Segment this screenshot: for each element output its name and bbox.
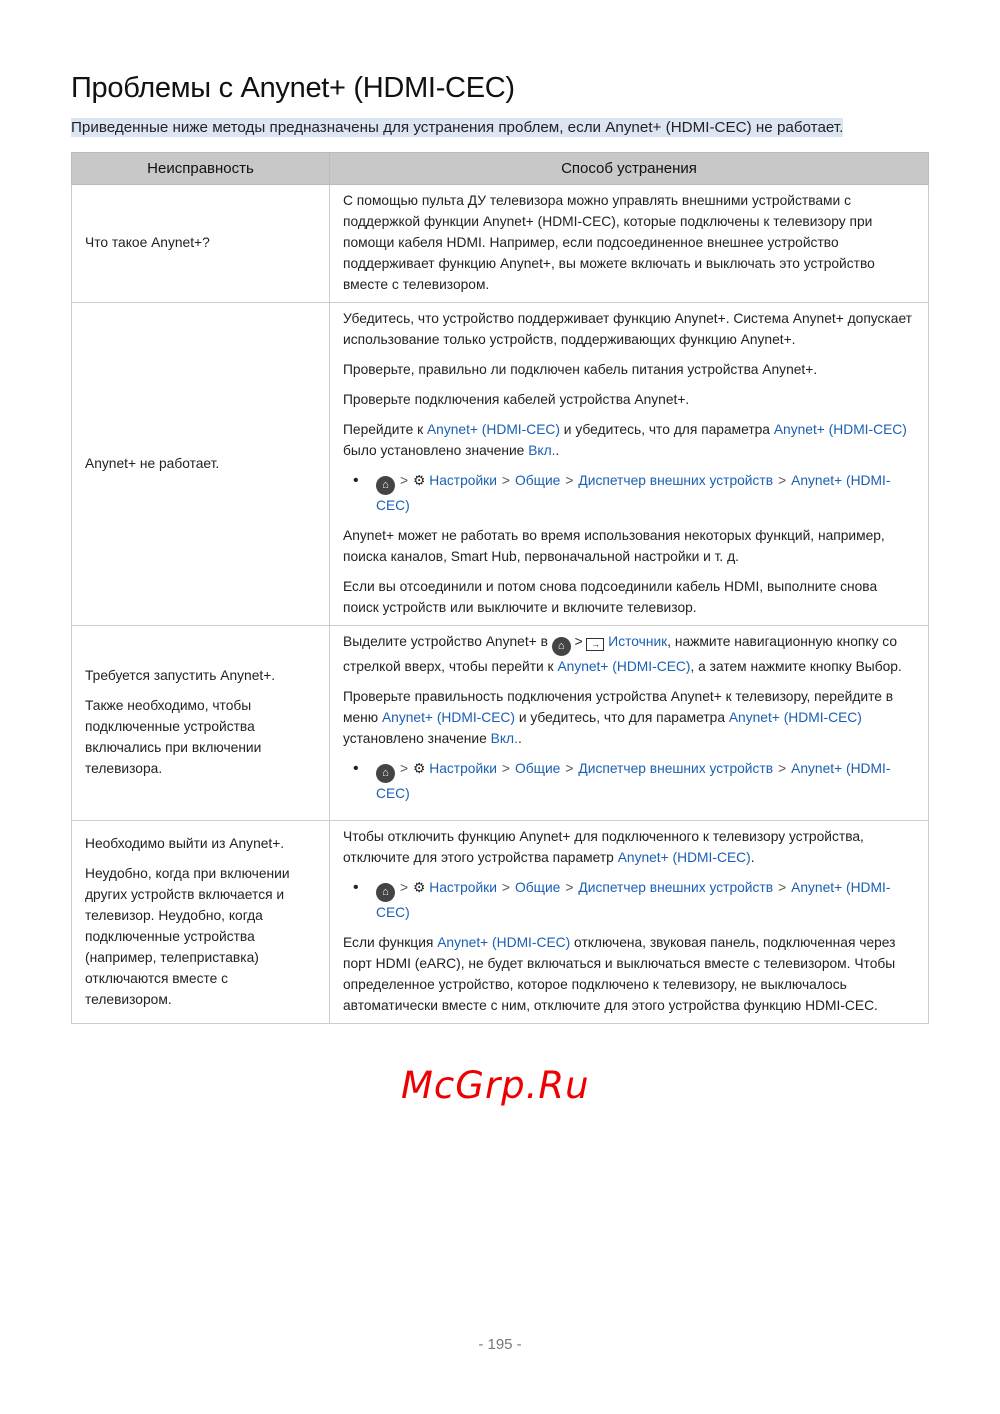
chevron-right-icon: >: [565, 473, 574, 488]
watermark: McGrp.Ru: [401, 1064, 590, 1107]
text-segment: и убедитесь, что для параметра: [514, 710, 729, 725]
menu-link[interactable]: Anynet+ (HDMI-CEC): [426, 422, 560, 437]
text-segment: Проверьте правильность подключения устройства Anynet+ к телевизору, перейдите в меню: [343, 689, 894, 725]
text-segment: .: [555, 443, 560, 458]
chevron-right-icon: >: [565, 761, 574, 776]
chevron-right-icon: >: [501, 761, 510, 776]
menu-link[interactable]: Источник: [604, 634, 668, 649]
solution-cell: [330, 303, 929, 626]
solution-paragraph: [343, 525, 915, 567]
intro-text: Приведенные ниже методы предназначены для устранения проблем, если Anynet+ (HDMI-CEC) не работает.: [71, 119, 844, 136]
path-link[interactable]: Диспетчер внешних устройств: [578, 880, 774, 895]
home-icon: ⌂: [376, 764, 395, 783]
path-link[interactable]: Общие: [514, 880, 561, 895]
gear-icon: ⚙: [413, 473, 430, 488]
text-segment: Если вы отсоединили и потом снова подсоединили кабель HDMI, выполните снова поиск устройств или выключите и включите телевизор.: [343, 579, 878, 615]
home-icon: ⌂: [376, 883, 395, 902]
path-link[interactable]: Настройки: [429, 761, 497, 776]
solution-paragraph: [343, 190, 915, 295]
problem-text: Необходимо выйти из Anynet+.: [85, 835, 285, 851]
path-link[interactable]: Anynet+ (HDMI-CEC): [376, 761, 891, 801]
solution-cell: [330, 626, 929, 821]
text-segment: установлено значение: [343, 731, 491, 746]
solution-paragraph: [343, 576, 915, 618]
chevron-right-icon: >: [778, 880, 787, 895]
path-link[interactable]: Диспетчер внешних устройств: [578, 473, 774, 488]
problem-cell: [72, 185, 330, 303]
table-row: [72, 821, 929, 1024]
solution-paragraph: [343, 932, 915, 1016]
text-segment: Anynet+ может не работать во время использования некоторых функций, например, поиска каналов, Smart Hub, первоначальной настройки и т. д.: [343, 528, 885, 564]
path-link[interactable]: Общие: [514, 473, 561, 488]
problem-text: Anynet+ не работает.: [85, 455, 220, 471]
problem-text: Также необходимо, чтобы подключенные устройства включались при включении телевизора.: [85, 698, 262, 776]
header-problem: Неисправность: [72, 153, 330, 185]
menu-link[interactable]: Вкл.: [490, 731, 518, 746]
text-segment: , нажмите навигационную кнопку со стрелкой вверх, чтобы перейти к: [343, 634, 898, 674]
gear-icon: ⚙: [413, 761, 430, 776]
chevron-right-icon: >: [400, 761, 409, 776]
chevron-right-icon: >: [400, 880, 409, 895]
home-icon: ⌂: [376, 476, 395, 495]
text-segment: Убедитесь, что устройство поддерживает функцию Anynet+. Система Anynet+ допускает использование только устройств, поддерживающих функцию Anynet+.: [343, 311, 912, 347]
problem-cell: [72, 626, 330, 821]
problem-text: Неудобно, когда при включении других устройств включается и телевизор. Неудобно, когда подключенные устройства (например, телеприставка) отключаются вместе с телевизором.: [85, 865, 290, 1007]
text-segment: Чтобы отключить функцию Anynet+ для подключенного к телевизору устройства, отключите для этого устройства параметр: [343, 829, 864, 865]
path-link[interactable]: Диспетчер внешних устройств: [578, 761, 774, 776]
text-segment: >: [570, 634, 587, 649]
text-segment: Если функция: [343, 935, 438, 950]
menu-link[interactable]: Anynet+ (HDMI-CEC): [437, 935, 571, 950]
chevron-right-icon: >: [400, 473, 409, 488]
path-link[interactable]: Anynet+ (HDMI-CEC): [376, 880, 891, 920]
path-link[interactable]: Общие: [514, 761, 561, 776]
menu-link[interactable]: Anynet+ (HDMI-CEC): [617, 850, 751, 865]
intro-block: [71, 118, 929, 138]
text-segment: Перейдите к: [343, 422, 427, 437]
text-segment: .: [517, 731, 522, 746]
solution-paragraph: [343, 359, 915, 380]
solution-paragraph: [343, 631, 915, 677]
source-icon: →: [586, 638, 604, 651]
chevron-right-icon: >: [501, 473, 510, 488]
home-icon: ⌂: [552, 637, 571, 656]
solution-cell: [330, 185, 929, 303]
settings-path: [343, 877, 915, 923]
header-solution: Способ устранения: [330, 153, 929, 185]
text-segment: С помощью пульта ДУ телевизора можно управлять внешними устройствами с поддержкой функции Anynet+ (HDMI-CEC), которые подключены к телевизору при помощи кабеля HDMI. Например, если подсоединенное внешнее устройство поддерживает функцию Anynet+, вы можете включать и выключать это устройство вместе с телевизором.: [343, 193, 875, 292]
page-title: Проблемы с Anynet+ (HDMI-CEC): [71, 72, 515, 104]
problem-cell: [72, 821, 330, 1024]
text-segment: отключена, звуковая панель, подключенная через порт HDMI (eARC), не будет включаться и выключаться вместе с телевизором. Чтобы определенное устройство, которое подключено к телевизору, не выключалось автоматически вместе с ним, отключите для этого устройства функцию HDMI-CEC.: [343, 935, 896, 1013]
problem-text: Требуется запустить Anynet+.: [85, 668, 276, 683]
menu-link[interactable]: Anynet+ (HDMI-CEC): [557, 659, 691, 674]
text-segment: .: [750, 850, 755, 865]
path-link[interactable]: Anynet+ (HDMI-CEC): [376, 473, 891, 513]
solution-cell: [330, 821, 929, 1024]
table-row: [72, 303, 929, 626]
menu-link[interactable]: Anynet+ (HDMI-CEC): [728, 710, 862, 725]
text-segment: было установлено значение: [343, 443, 529, 458]
chevron-right-icon: >: [778, 473, 787, 488]
table-row: [72, 185, 929, 303]
problem-cell: [72, 303, 330, 626]
path-link[interactable]: Настройки: [429, 473, 497, 488]
chevron-right-icon: >: [565, 880, 574, 895]
solution-paragraph: [343, 389, 915, 410]
page-content: [71, 70, 929, 1108]
menu-link[interactable]: Anynet+ (HDMI-CEC): [381, 710, 515, 725]
solution-paragraph: [343, 826, 915, 868]
text-segment: Проверьте подключения кабелей устройства Anynet+.: [343, 392, 690, 407]
text-segment: и убедитесь, что для параметра: [559, 422, 774, 437]
menu-link[interactable]: Anynet+ (HDMI-CEC): [773, 422, 907, 437]
text-segment: Проверьте, правильно ли подключен кабель питания устройства Anynet+.: [343, 362, 818, 377]
text-segment: Выделите устройство Anynet+ в: [343, 634, 552, 649]
solution-paragraph: [343, 308, 915, 350]
table-row: [72, 626, 929, 821]
gear-icon: ⚙: [413, 880, 430, 895]
problem-text: Что такое Anynet+?: [85, 235, 210, 250]
page-number: - 195 -: [478, 1336, 522, 1353]
menu-link[interactable]: Вкл.: [528, 443, 556, 458]
text-segment: , а затем нажмите кнопку Выбор.: [690, 659, 902, 674]
path-link[interactable]: Настройки: [429, 880, 497, 895]
chevron-right-icon: >: [778, 761, 787, 776]
solution-paragraph: [343, 419, 915, 461]
settings-path: [343, 470, 915, 516]
settings-path: [343, 758, 915, 804]
troubleshooting-table: [71, 152, 929, 1024]
solution-paragraph: [343, 686, 915, 749]
chevron-right-icon: >: [501, 880, 510, 895]
